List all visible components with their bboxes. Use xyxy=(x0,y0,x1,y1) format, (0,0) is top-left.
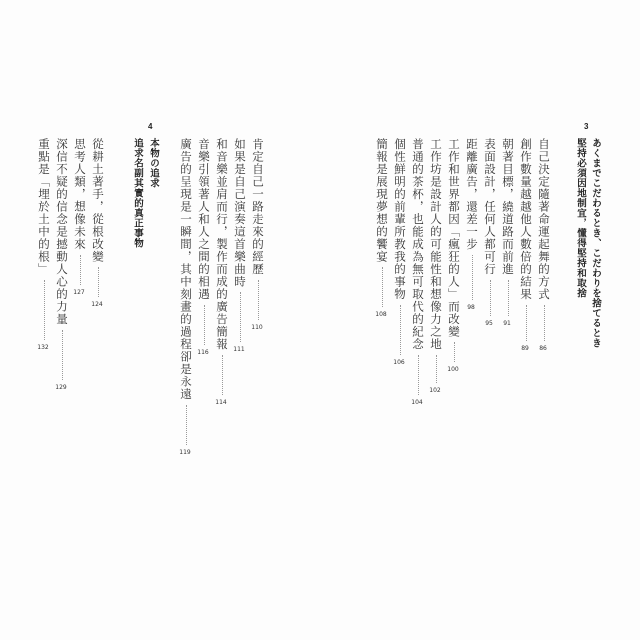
toc-page-number: 129 xyxy=(55,383,67,391)
leader-dots xyxy=(186,405,187,445)
toc-entry-title: 表面設計，任何人都可行 xyxy=(483,138,497,276)
leader-dots xyxy=(258,280,259,320)
leader-dots xyxy=(508,280,509,316)
toc-entry[interactable] xyxy=(464,138,480,311)
leader-dots xyxy=(98,267,99,297)
toc-page-number: 124 xyxy=(91,301,103,308)
chapter-number: 4 xyxy=(148,122,153,131)
toc-entry[interactable] xyxy=(54,138,70,391)
toc-entry[interactable] xyxy=(392,138,408,366)
toc-page-number: 98 xyxy=(467,303,475,311)
toc-page-number: 86 xyxy=(539,344,547,352)
toc-entry-title: 創作數量越越他人數倍的結果 xyxy=(519,138,533,301)
leader-dots xyxy=(544,305,545,341)
toc-entry-title: 距離廣告，還差一步 xyxy=(465,138,479,251)
toc-entry[interactable] xyxy=(374,138,390,318)
toc-entry[interactable] xyxy=(232,138,248,353)
toc-entry-title: 廣告的呈現是一瞬間，其中刻畫的過程卻是永遠 xyxy=(179,138,193,401)
toc-entry-title: 重點是「埋於土中的根」 xyxy=(37,138,51,276)
leader-dots xyxy=(80,255,81,285)
toc-page-number: 114 xyxy=(215,398,227,406)
toc-entry-title: 如果是自己演奏這首樂曲時 xyxy=(233,138,247,288)
toc-entry[interactable] xyxy=(536,138,552,352)
toc-page-number: 102 xyxy=(429,386,441,394)
chapter-number: 3 xyxy=(584,122,589,131)
leader-dots xyxy=(62,330,63,380)
toc-entry-title: 個性鮮明的前輩所教我的事物 xyxy=(393,138,407,301)
toc-entry-title: 從耕土著手，從根改變 xyxy=(91,138,105,263)
toc-entry[interactable] xyxy=(518,138,534,352)
toc-entry[interactable] xyxy=(90,138,106,308)
toc-entry-title: 普通的茶杯，也能成為無可取代的紀念 xyxy=(411,138,425,351)
leader-dots xyxy=(400,305,401,355)
toc-entry[interactable] xyxy=(72,138,88,296)
toc-page-number: 108 xyxy=(375,311,387,318)
leader-dots xyxy=(382,267,383,307)
toc-entry-title: 自己決定隨著命運起舞的方式 xyxy=(537,138,551,301)
toc-page-number: 110 xyxy=(251,323,263,331)
chapter-title-japanese: あくまでこだわるとき、こだわりを捨てるとき xyxy=(590,138,601,348)
toc-entry-title: 和音樂並肩而行，製作而成的廣告簡報 xyxy=(215,138,229,351)
leader-dots xyxy=(454,342,455,362)
toc-entry[interactable] xyxy=(428,138,444,394)
toc-entry-title: 音樂引領著人和人之間的相遇 xyxy=(197,138,211,301)
leader-dots xyxy=(44,280,45,340)
toc-page-number: 127 xyxy=(73,288,85,296)
toc-page-number: 116 xyxy=(197,348,209,356)
toc-entry[interactable] xyxy=(410,138,426,406)
leader-dots xyxy=(204,305,205,345)
leader-dots xyxy=(526,305,527,341)
toc-entry[interactable] xyxy=(178,138,194,456)
leader-dots xyxy=(222,355,223,395)
toc-page-number: 106 xyxy=(393,358,405,366)
toc-entry-title: 肯定自己一路走來的經歷 xyxy=(251,138,265,276)
toc-page-number: 119 xyxy=(179,448,191,456)
toc-entry[interactable] xyxy=(196,138,212,356)
toc-entry[interactable] xyxy=(214,138,230,406)
chapter-title-japanese: 本物の追求 xyxy=(148,138,159,188)
toc-entry-title: 簡報是展現夢想的饗宴 xyxy=(375,138,389,263)
toc-entry-title: 朝著目標，繞道路而前進 xyxy=(501,138,515,276)
toc-page-number: 95 xyxy=(485,319,493,327)
leader-dots xyxy=(490,280,491,316)
leader-dots xyxy=(472,255,473,300)
toc-page-number: 104 xyxy=(411,398,423,406)
toc-entry-title: 深信不疑的信念是撼動人心的力量 xyxy=(55,138,69,326)
toc-page-number: 132 xyxy=(37,343,49,351)
toc-entry[interactable] xyxy=(482,138,498,327)
leader-dots xyxy=(436,355,437,383)
toc-page-number: 89 xyxy=(521,344,529,352)
chapter-title: 堅持必須因地制宜，懂得堅持和取捨 xyxy=(575,138,586,298)
toc-entry-title: 工作坊是設計人的可能性和想像力之地 xyxy=(429,138,443,351)
leader-dots xyxy=(418,355,419,395)
toc-page-number: 111 xyxy=(233,346,245,353)
leader-dots xyxy=(240,292,241,342)
chapter-title: 追求名副其實的真正事物 xyxy=(132,138,143,248)
toc-entry[interactable] xyxy=(250,138,266,331)
toc-entry[interactable] xyxy=(446,138,462,373)
toc-entry[interactable] xyxy=(500,138,516,327)
toc-entry-title: 思考人類，想像未來 xyxy=(73,138,87,251)
toc-page-number: 91 xyxy=(503,319,511,327)
toc-entry[interactable] xyxy=(36,138,52,351)
toc-entry-title: 工作和世界都因「瘋狂的人」而改變 xyxy=(447,138,461,338)
toc-page-number: 100 xyxy=(447,366,459,373)
